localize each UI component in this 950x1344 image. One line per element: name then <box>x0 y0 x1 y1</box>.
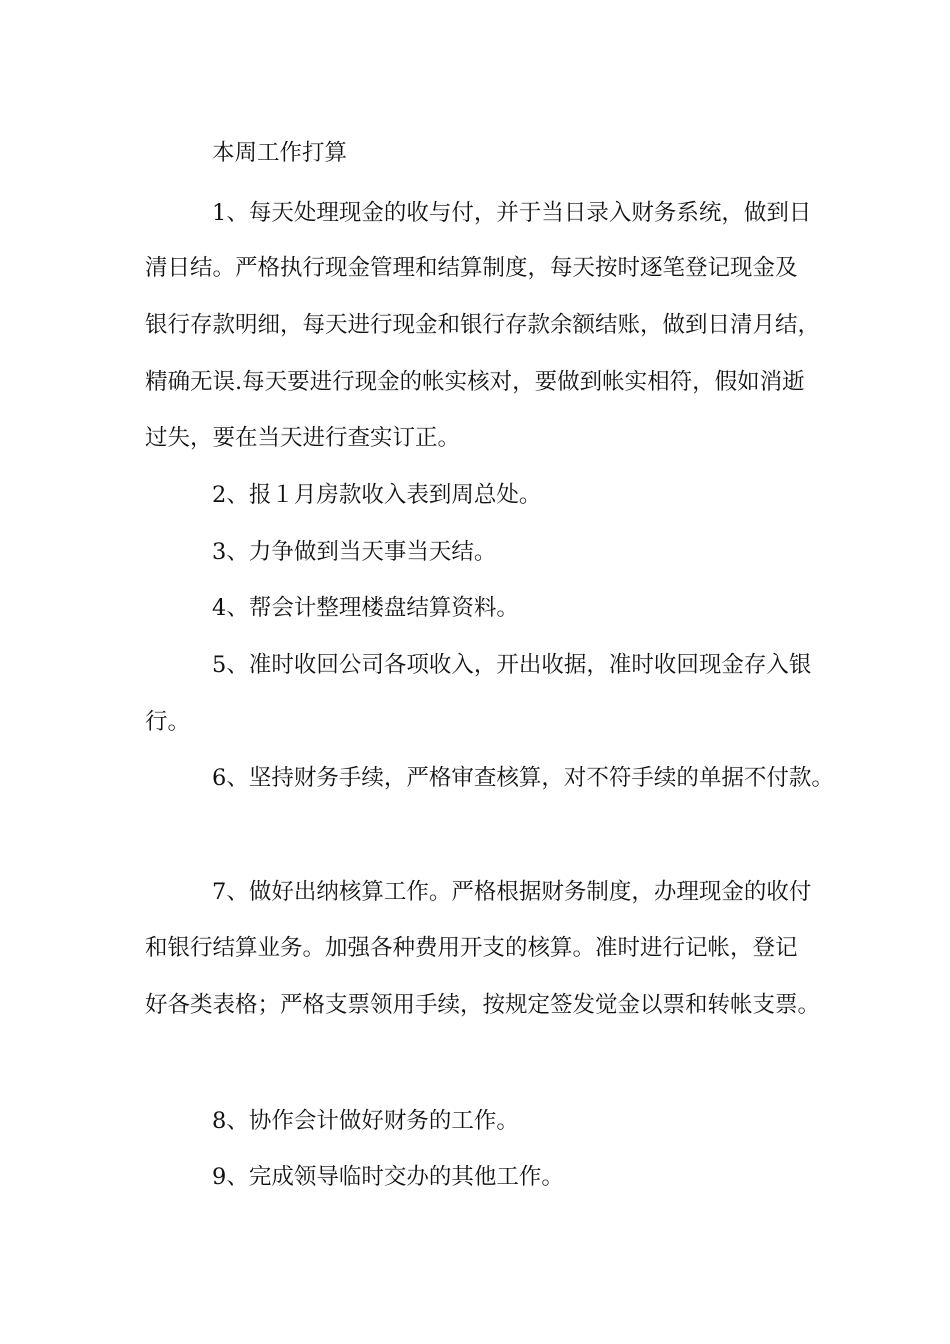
item-line: 5、准时收回公司各项收入，开出收据，准时收回现金存入银 <box>212 652 812 678</box>
item-3: 3、力争做到当天事当天结。 <box>212 539 497 565</box>
item-line: 1、每天处理现金的收与付，并于当日录入财务系统，做到日 <box>212 200 812 226</box>
item-line: 过失，要在当天进行查实订正。 <box>145 425 461 451</box>
item-2: 2、报１月房款收入表到周总处。 <box>212 482 542 508</box>
item-8: 8、协作会计做好财务的工作。 <box>212 1108 519 1134</box>
item-line: 精确无误.每天要进行现金的帐实核对，要做到帐实相符，假如消逝 <box>145 369 805 395</box>
item-line: 和银行结算业务。加强各种费用开支的核算。准时进行记帐，登记 <box>145 935 798 961</box>
item-line: 行。 <box>145 709 191 735</box>
item-4: 4、帮会计整理楼盘结算资料。 <box>212 595 519 621</box>
item-line: 银行存款明细，每天进行现金和银行存款余额结账，做到日清月结， <box>145 312 821 338</box>
item-line: 好各类表格；严格支票领用手续，按规定签发觉金以票和转帐支票。 <box>145 992 821 1018</box>
document-title: 本周工作打算 <box>212 140 348 166</box>
item-line: 7、做好出纳核算工作。严格根据财务制度，办理现金的收付 <box>212 879 812 905</box>
item-line: 清日结。严格执行现金管理和结算制度，每天按时逐笔登记现金及 <box>145 255 798 281</box>
item-9: 9、完成领导临时交办的其他工作。 <box>212 1164 564 1190</box>
item-6: 6、坚持财务手续，严格审查核算，对不符手续的单据不付款。 <box>212 765 834 791</box>
